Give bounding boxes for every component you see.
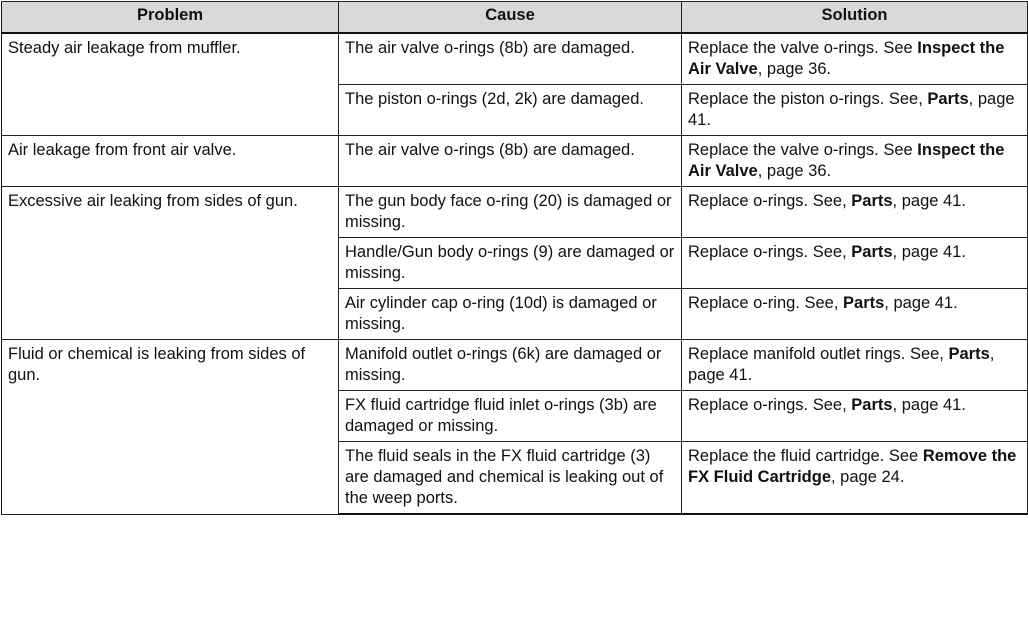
solution-text: , page 41. (884, 294, 958, 312)
cause-cell: FX fluid cartridge fluid inlet o-rings (3b) are damaged or missing. (339, 391, 682, 442)
solution-cell (682, 187, 1028, 238)
cause-cell: The fluid seals in the FX fluid cartridge (3) are damaged and chemical is leaking out of the weep ports. (339, 442, 682, 515)
header-problem: Problem (2, 2, 339, 34)
solution-text: Replace the piston o-rings. See, (688, 90, 928, 108)
table-row (2, 340, 1028, 391)
solution-text: Replace manifold outlet rings. See, (688, 345, 949, 363)
table-body (2, 33, 1028, 514)
table-row (2, 187, 1028, 238)
solution-text: , page 41. (688, 90, 1015, 129)
cause-cell: The gun body face o-ring (20) is damaged or missing. (339, 187, 682, 238)
solution-cell (682, 340, 1028, 391)
solution-cell (682, 238, 1028, 289)
cause-cell: Air cylinder cap o-ring (10d) is damaged or missing. (339, 289, 682, 340)
header-row (2, 2, 1028, 34)
table-row (2, 136, 1028, 187)
section-reference-link[interactable]: Inspect the Air Valve (688, 141, 1005, 180)
problem-cell: Fluid or chemical is leaking from sides of gun. (2, 340, 339, 515)
parts-reference-link[interactable]: Parts (851, 396, 893, 414)
cause-cell: The piston o-rings (2d, 2k) are damaged. (339, 85, 682, 136)
solution-cell (682, 136, 1028, 187)
problem-cell: Excessive air leaking from sides of gun. (2, 187, 339, 340)
solution-cell (682, 289, 1028, 340)
solution-text: Replace o-ring. See, (688, 294, 844, 312)
solution-text: Replace the fluid cartridge. See (688, 447, 923, 465)
solution-text: , page 24. (831, 468, 905, 486)
cause-cell: Handle/Gun body o-rings (9) are damaged or missing. (339, 238, 682, 289)
cause-cell: Manifold outlet o-rings (6k) are damaged or missing. (339, 340, 682, 391)
table-row (2, 33, 1028, 85)
solution-text: , page 41. (892, 243, 966, 261)
solution-text: , page 41. (688, 345, 995, 384)
parts-reference-link[interactable]: Parts (948, 345, 990, 363)
solution-text: Replace o-rings. See, (688, 192, 852, 210)
solution-text: , page 41. (892, 396, 966, 414)
section-reference-link[interactable]: Remove the FX Fluid Cartridge (688, 447, 1017, 486)
solution-cell (682, 85, 1028, 136)
header-solution: Solution (682, 2, 1028, 34)
parts-reference-link[interactable]: Parts (851, 192, 893, 210)
section-reference-link[interactable]: Inspect the Air Valve (688, 39, 1005, 78)
solution-text: Replace o-rings. See, (688, 396, 852, 414)
solution-text: Replace o-rings. See, (688, 243, 852, 261)
solution-cell (682, 33, 1028, 85)
solution-cell (682, 391, 1028, 442)
cause-cell: The air valve o-rings (8b) are damaged. (339, 136, 682, 187)
solution-text: Replace the valve o-rings. See (688, 39, 918, 57)
parts-reference-link[interactable]: Parts (851, 243, 893, 261)
cause-cell: The air valve o-rings (8b) are damaged. (339, 33, 682, 85)
parts-reference-link[interactable]: Parts (927, 90, 969, 108)
problem-cell: Air leakage from front air valve. (2, 136, 339, 187)
parts-reference-link[interactable]: Parts (843, 294, 885, 312)
solution-text: , page 36. (757, 60, 832, 78)
solution-text: , page 41. (892, 192, 966, 210)
solution-text: , page 36. (757, 162, 832, 180)
header-cause: Cause (339, 2, 682, 34)
problem-cell: Steady air leakage from muffler. (2, 33, 339, 136)
troubleshooting-table (1, 1, 1028, 515)
solution-cell (682, 442, 1028, 515)
solution-text: Replace the valve o-rings. See (688, 141, 918, 159)
